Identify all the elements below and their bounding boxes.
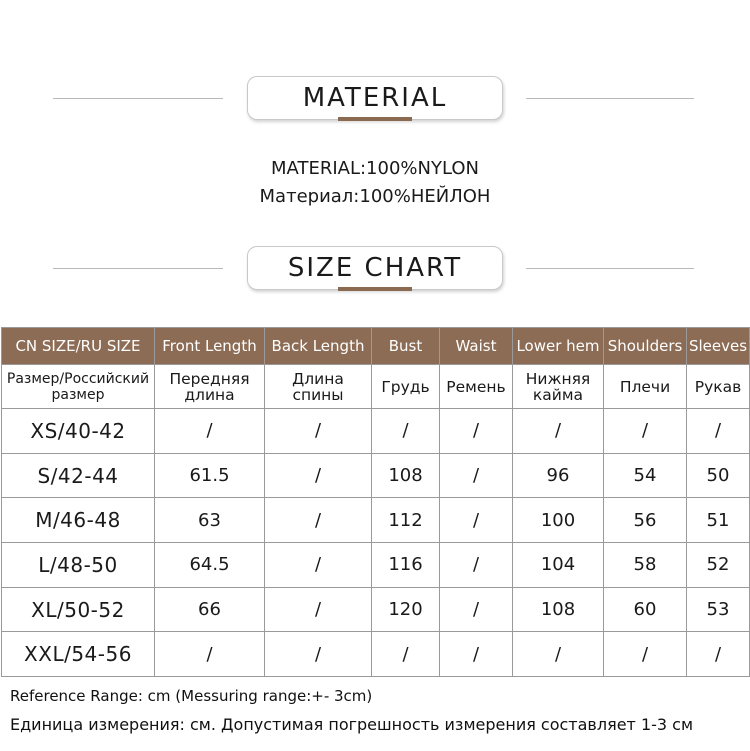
- table-row: [2, 543, 750, 588]
- size-cell: M/46-48: [2, 498, 155, 543]
- divider-right: [526, 98, 694, 99]
- table-row: [2, 453, 750, 498]
- header-cell: CN SIZE/RU SIZE: [2, 328, 155, 365]
- table-row: [2, 498, 750, 543]
- value-cell: /: [265, 453, 372, 498]
- value-cell: /: [372, 632, 440, 677]
- reference-note-ru: Единица измерения: см. Допустимая погрешность измерения составляет 1-3 см: [10, 715, 694, 734]
- header-cell: Sleeves: [687, 328, 750, 365]
- value-cell: 66: [155, 587, 265, 632]
- value-cell: /: [265, 498, 372, 543]
- value-cell: /: [265, 543, 372, 588]
- header-cell: Bust: [372, 328, 440, 365]
- value-cell: 56: [604, 498, 687, 543]
- value-cell: 64.5: [155, 543, 265, 588]
- divider-left: [53, 268, 223, 269]
- header-row-ru: [2, 365, 750, 409]
- value-cell: /: [265, 632, 372, 677]
- value-cell: 60: [604, 587, 687, 632]
- value-cell: /: [265, 587, 372, 632]
- value-cell: 52: [687, 543, 750, 588]
- value-cell: 108: [513, 587, 604, 632]
- value-cell: /: [440, 543, 513, 588]
- value-cell: 50: [687, 453, 750, 498]
- value-cell: 100: [513, 498, 604, 543]
- value-cell: 54: [604, 453, 687, 498]
- size-cell: L/48-50: [2, 543, 155, 588]
- material-heading: [0, 76, 750, 122]
- value-cell: /: [513, 632, 604, 677]
- header-cell: Плечи: [604, 365, 687, 409]
- header-cell: Размер/Российский размер: [2, 365, 155, 409]
- value-cell: 108: [372, 453, 440, 498]
- reference-note-en: Reference Range: cm (Messuring range:+- 3cm): [10, 687, 373, 705]
- size-cell: XS/40-42: [2, 409, 155, 454]
- header-cell: Длина спины: [265, 365, 372, 409]
- size-chart-title: SIZE CHART: [247, 246, 503, 290]
- table-row: [2, 409, 750, 454]
- value-cell: /: [155, 632, 265, 677]
- value-cell: /: [265, 409, 372, 454]
- value-cell: /: [513, 409, 604, 454]
- size-chart-heading: [0, 246, 750, 292]
- size-cell: S/42-44: [2, 453, 155, 498]
- title-underline: [338, 287, 412, 291]
- table-row: [2, 587, 750, 632]
- value-cell: /: [440, 409, 513, 454]
- value-cell: 51: [687, 498, 750, 543]
- value-cell: 58: [604, 543, 687, 588]
- value-cell: 104: [513, 543, 604, 588]
- value-cell: /: [440, 632, 513, 677]
- header-cell: Waist: [440, 328, 513, 365]
- divider-right: [526, 268, 694, 269]
- value-cell: /: [155, 409, 265, 454]
- header-cell: Back Length: [265, 328, 372, 365]
- value-cell: /: [440, 453, 513, 498]
- value-cell: /: [372, 409, 440, 454]
- divider-left: [53, 98, 223, 99]
- header-cell: Нижняя кайма: [513, 365, 604, 409]
- table-row: [2, 632, 750, 677]
- value-cell: 120: [372, 587, 440, 632]
- value-cell: /: [440, 587, 513, 632]
- header-cell: Lower hem: [513, 328, 604, 365]
- value-cell: 61.5: [155, 453, 265, 498]
- size-cell: XL/50-52: [2, 587, 155, 632]
- value-cell: /: [604, 409, 687, 454]
- header-cell: Грудь: [372, 365, 440, 409]
- size-cell: XXL/54-56: [2, 632, 155, 677]
- value-cell: 96: [513, 453, 604, 498]
- value-cell: 63: [155, 498, 265, 543]
- header-cell: Front Length: [155, 328, 265, 365]
- value-cell: /: [687, 632, 750, 677]
- header-cell: Передняя длина: [155, 365, 265, 409]
- value-cell: 112: [372, 498, 440, 543]
- material-en: MATERIAL:100%NYLON: [271, 158, 479, 179]
- value-cell: /: [440, 498, 513, 543]
- size-chart-table: [1, 327, 750, 677]
- header-cell: Рукав: [687, 365, 750, 409]
- header-cell: Ремень: [440, 365, 513, 409]
- value-cell: /: [604, 632, 687, 677]
- value-cell: 53: [687, 587, 750, 632]
- value-cell: /: [687, 409, 750, 454]
- header-cell: Shoulders: [604, 328, 687, 365]
- title-underline: [338, 117, 412, 121]
- material-title: MATERIAL: [247, 76, 503, 120]
- header-row-en: [2, 328, 750, 365]
- value-cell: 116: [372, 543, 440, 588]
- material-ru: Материал:100%НЕЙЛОН: [259, 186, 491, 207]
